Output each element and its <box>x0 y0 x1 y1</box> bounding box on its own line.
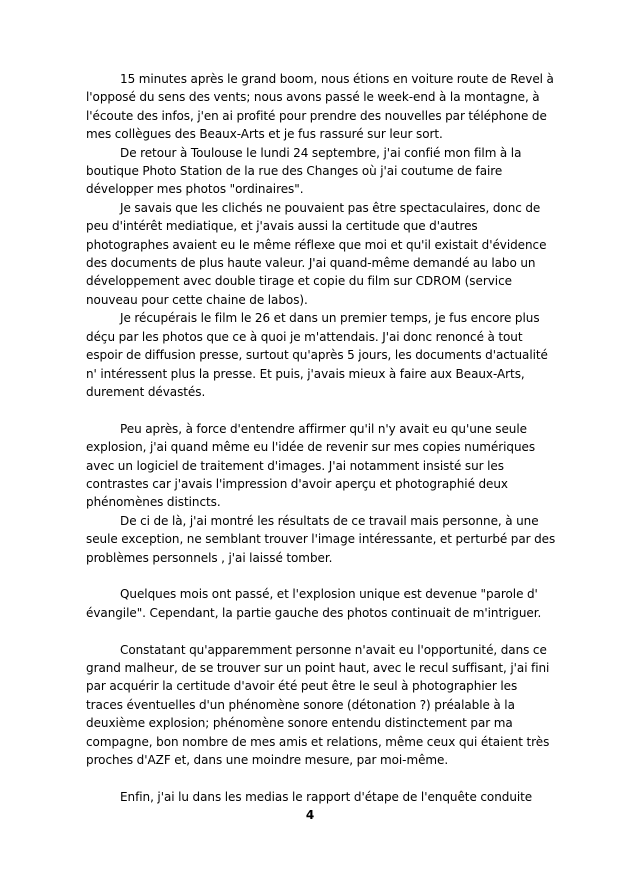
paragraph-8: Constatant qu'apparemment personne n'avait eu l'opportunité, dans ce grand malheur, de se trouver sur un point haut, avec le recul suffisant, j'ai fini par acquérir la certitude d'avoir été peut être le seul à photographier les traces éventuelles d'un phénomène sonore (détonation ?) préalable à la deuxième explosion; phénomène sonore entendu distinctement par ma compagne, bon nombre de mes amis et relations, même ceux qui étaient très proches d'AZF et, dans une moindre mesure, par moi-même. <box>86 642 550 767</box>
paragraph-1: 15 minutes après le grand boom, nous étions en voiture route de Revel à l'opposé du sens des vents; nous avons passé le week-end à la montagne, à l'écoute des infos, j'en ai profité pour prendre des nouvelles par téléphone de mes collègues des Beaux-Arts et je fus rassuré sur leur sort. <box>86 72 554 142</box>
page-number: 4 <box>305 808 315 822</box>
paragraph-2: De retour à Toulouse le lundi 24 septembre, j'ai confié mon film à la boutique Photo Station de la rue des Changes où j'ai coutume de faire développer mes photos "ordinaires". <box>86 145 522 197</box>
paragraph-5: Peu après, à force d'entendre affirmer qu'il n'y avait eu qu'une seule explosion, j'ai quand même eu l'idée de revenir sur mes copies numériques avec un logiciel de traitement d'images. J'ai notamment insisté sur les contrastes car j'avais l'impression d'avoir aperçu et photographié deux phénomènes distincts. <box>86 421 536 510</box>
paragraph-6: De ci de là, j'ai montré les résultats de ce travail mais personne, à une seule exception, ne semblant trouver l'image intéressante, et perturbé par des problèmes personnels , j'ai laissé tomber. <box>86 513 556 565</box>
document-body <box>86 70 556 806</box>
paragraph-4: Je récupérais le film le 26 et dans un premier temps, je fus encore plus déçu par les photos que ce à quoi je m'attendais. J'ai donc renoncé à tout espoir de diffusion presse, surtout qu'après 5 jours, les documents d'actualité n' intéressent plus la presse. Et puis, j'avais mieux à faire aux Beaux-Arts, durement dévastés. <box>86 311 548 399</box>
paragraph-9: Enfin, j'ai lu dans les medias le rapport d'étape de l'enquête conduite <box>120 789 533 804</box>
paragraph-7: Quelques mois ont passé, et l'explosion unique est devenue "parole d' évangile". Cependant, la partie gauche des photos continuait de m'intriguer. <box>86 587 542 620</box>
paragraph-3: Je savais que les clichés ne pouvaient pas être spectaculaires, donc de peu d'intérêt mediatique, et j'avais aussi la certitude que d'autres photographes avaient eu le même réflexe que moi et qu'il existait d'évidence des documents de plus haute valeur. J'ai quand-même demandé au labo un développement avec double tirage et copie du film sur CDROM (service nouveau pour cette chaine de labos). <box>86 200 547 307</box>
